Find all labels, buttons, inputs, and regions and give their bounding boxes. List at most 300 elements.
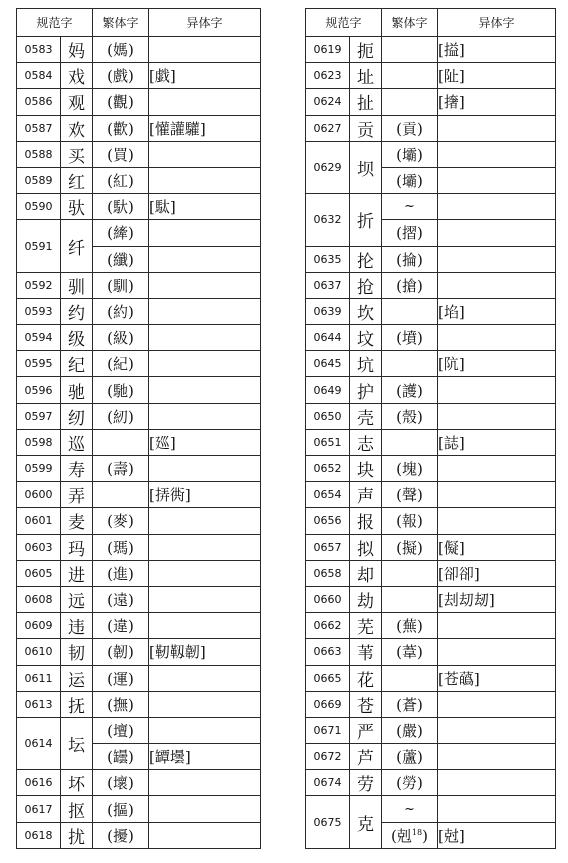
traditional-char — [93, 429, 149, 455]
table-row — [17, 534, 261, 560]
variant-char — [149, 717, 261, 743]
variant-char — [438, 377, 556, 403]
char-code: 0599 — [17, 456, 61, 482]
header-traditional: 繁体字 — [93, 9, 149, 37]
traditional-char: (聲) — [382, 482, 438, 508]
variant-char — [149, 377, 261, 403]
char-code: 0593 — [17, 298, 61, 324]
traditional-char: (貢) — [382, 115, 438, 141]
traditional-char: (撫) — [93, 691, 149, 717]
standard-char: 坑 — [350, 351, 382, 377]
table-row — [306, 456, 556, 482]
table-row — [306, 115, 556, 141]
standard-char: 劳 — [350, 770, 382, 796]
variant-char: [挵衖] — [149, 482, 261, 508]
traditional-char: (馱) — [93, 194, 149, 220]
traditional-char: (級) — [93, 325, 149, 351]
table-row — [306, 325, 556, 351]
char-code: 0629 — [306, 141, 350, 193]
traditional-char — [382, 560, 438, 586]
standard-char: 驯 — [61, 272, 93, 298]
standard-char: 妈 — [61, 37, 93, 63]
traditional-char — [382, 37, 438, 63]
traditional-char: (歡) — [93, 115, 149, 141]
header-standard: 规范字 — [17, 9, 93, 37]
variant-char — [149, 613, 261, 639]
standard-char: 欢 — [61, 115, 93, 141]
variant-char — [438, 141, 556, 167]
char-code: 0657 — [306, 534, 350, 560]
table-row — [306, 194, 556, 220]
header-variant: 异体字 — [438, 9, 556, 37]
traditional-char: (護) — [382, 377, 438, 403]
standard-char: 买 — [61, 141, 93, 167]
table-row — [17, 351, 261, 377]
variant-char — [149, 298, 261, 324]
footnote-mark: 18 — [411, 827, 423, 837]
traditional-char: (葦) — [382, 639, 438, 665]
variant-char — [438, 167, 556, 193]
traditional-char — [382, 351, 438, 377]
table-row — [17, 272, 261, 298]
standard-char: 块 — [350, 456, 382, 482]
char-code: 0637 — [306, 272, 350, 298]
char-code: 0598 — [17, 429, 61, 455]
traditional-char: (搶) — [382, 272, 438, 298]
traditional-char: (摳) — [93, 796, 149, 822]
variant-char: [懽讙驩] — [149, 115, 261, 141]
standard-char: 坝 — [350, 141, 382, 193]
table-row — [306, 63, 556, 89]
traditional-char: (紅) — [93, 167, 149, 193]
table-row — [17, 115, 261, 141]
table-row — [306, 351, 556, 377]
char-code: 0611 — [17, 665, 61, 691]
traditional-char: (塊) — [382, 456, 438, 482]
table-row — [306, 377, 556, 403]
char-code: 0594 — [17, 325, 61, 351]
standard-char: 克 — [350, 796, 382, 848]
variant-char — [149, 665, 261, 691]
variant-char: [戯] — [149, 63, 261, 89]
char-code: 0652 — [306, 456, 350, 482]
variant-char: [阬] — [438, 351, 556, 377]
traditional-char: (觀) — [93, 89, 149, 115]
variant-char — [149, 89, 261, 115]
variant-char: [尅] — [438, 822, 556, 848]
char-code: 0623 — [306, 63, 350, 89]
variant-char — [149, 325, 261, 351]
variant-char: [廵] — [149, 429, 261, 455]
traditional-char: (紉) — [93, 403, 149, 429]
char-code: 0660 — [306, 586, 350, 612]
char-code: 0590 — [17, 194, 61, 220]
traditional-char: (遠) — [93, 586, 149, 612]
standard-char: 坛 — [61, 717, 93, 769]
table-row — [306, 508, 556, 534]
traditional-char: (麥) — [93, 508, 149, 534]
char-code: 0613 — [17, 691, 61, 717]
standard-char: 苇 — [350, 639, 382, 665]
table-row — [17, 37, 261, 63]
right-table — [305, 8, 556, 849]
traditional-char: (壩) — [382, 141, 438, 167]
table-row — [17, 63, 261, 89]
char-code: 0584 — [17, 63, 61, 89]
traditional-char: (擾) — [93, 822, 149, 848]
char-code: 0651 — [306, 429, 350, 455]
variant-char — [149, 534, 261, 560]
char-code: 0597 — [17, 403, 61, 429]
table-row — [17, 560, 261, 586]
standard-char: 却 — [350, 560, 382, 586]
char-code: 0639 — [306, 298, 350, 324]
table-row — [306, 717, 556, 743]
char-code: 0603 — [17, 534, 61, 560]
traditional-char: (掄) — [382, 246, 438, 272]
variant-char: [儗] — [438, 534, 556, 560]
traditional-char: ~ — [382, 194, 438, 220]
char-code: 0591 — [17, 220, 61, 272]
variant-char: [搤] — [438, 37, 556, 63]
char-code: 0672 — [306, 744, 350, 770]
char-code: 0609 — [17, 613, 61, 639]
table-row — [17, 377, 261, 403]
header-variant: 异体字 — [149, 9, 261, 37]
table-row — [17, 613, 261, 639]
variant-char — [438, 482, 556, 508]
traditional-char: (纖) — [93, 246, 149, 272]
variant-char — [149, 272, 261, 298]
standard-char: 远 — [61, 586, 93, 612]
standard-char: 抠 — [61, 796, 93, 822]
char-code: 0649 — [306, 377, 350, 403]
table-row — [17, 325, 261, 351]
standard-char: 贡 — [350, 115, 382, 141]
table-row — [306, 613, 556, 639]
variant-char: [駄] — [149, 194, 261, 220]
variant-char — [149, 508, 261, 534]
table-row — [306, 89, 556, 115]
traditional-char: (罎) — [93, 744, 149, 770]
table-row — [306, 639, 556, 665]
variant-char — [438, 639, 556, 665]
table-row — [306, 482, 556, 508]
char-code: 0589 — [17, 167, 61, 193]
variant-char — [438, 613, 556, 639]
variant-char — [149, 456, 261, 482]
standard-char: 报 — [350, 508, 382, 534]
char-code: 0635 — [306, 246, 350, 272]
standard-char: 护 — [350, 377, 382, 403]
standard-char: 坟 — [350, 325, 382, 351]
variant-char: [刦刧刼] — [438, 586, 556, 612]
table-row — [306, 403, 556, 429]
traditional-char: (蕪) — [382, 613, 438, 639]
standard-char: 坎 — [350, 298, 382, 324]
standard-char: 麦 — [61, 508, 93, 534]
table-row — [306, 586, 556, 612]
standard-char: 纤 — [61, 220, 93, 272]
table-row — [17, 796, 261, 822]
standard-char: 志 — [350, 429, 382, 455]
standard-char: 驰 — [61, 377, 93, 403]
table-row — [17, 298, 261, 324]
variant-char — [438, 508, 556, 534]
char-code: 0608 — [17, 586, 61, 612]
standard-char: 纪 — [61, 351, 93, 377]
standard-char: 芦 — [350, 744, 382, 770]
standard-char: 弄 — [61, 482, 93, 508]
traditional-char: (墳) — [382, 325, 438, 351]
traditional-char: (馴) — [93, 272, 149, 298]
standard-char: 驮 — [61, 194, 93, 220]
table-row — [17, 220, 261, 246]
variant-char — [438, 717, 556, 743]
traditional-close: ) — [422, 826, 428, 845]
variant-char: [苍蘤] — [438, 665, 556, 691]
char-code: 0600 — [17, 482, 61, 508]
standard-char: 红 — [61, 167, 93, 193]
char-code: 0675 — [306, 796, 350, 848]
table-row — [17, 822, 261, 848]
traditional-char: (嚴) — [382, 717, 438, 743]
char-code: 0645 — [306, 351, 350, 377]
variant-char: [撦] — [438, 89, 556, 115]
char-code: 0624 — [306, 89, 350, 115]
traditional-char: ~ — [382, 796, 438, 822]
traditional-char: (蒼) — [382, 691, 438, 717]
table-row — [17, 141, 261, 167]
variant-char — [438, 456, 556, 482]
table-row — [17, 770, 261, 796]
standard-char: 抡 — [350, 246, 382, 272]
table-row — [306, 141, 556, 167]
variant-char — [149, 167, 261, 193]
table-row — [306, 534, 556, 560]
standard-char: 寿 — [61, 456, 93, 482]
traditional-char: (運) — [93, 665, 149, 691]
standard-char: 纫 — [61, 403, 93, 429]
traditional-char: (韌) — [93, 639, 149, 665]
traditional-char: (壇) — [93, 717, 149, 743]
table-row — [17, 194, 261, 220]
header-traditional: 繁体字 — [382, 9, 438, 37]
traditional-char — [93, 482, 149, 508]
variant-char — [149, 220, 261, 246]
table-row — [17, 639, 261, 665]
table-row — [17, 508, 261, 534]
char-code: 0616 — [17, 770, 61, 796]
char-code: 0617 — [17, 796, 61, 822]
traditional-char: (紀) — [93, 351, 149, 377]
traditional-char: (勞) — [382, 770, 438, 796]
variant-char: [罈壜] — [149, 744, 261, 770]
standard-char: 韧 — [61, 639, 93, 665]
variant-char — [438, 325, 556, 351]
header-row — [306, 9, 556, 37]
standard-char: 违 — [61, 613, 93, 639]
standard-char: 运 — [61, 665, 93, 691]
table-row — [17, 665, 261, 691]
variant-char — [438, 796, 556, 822]
table-row — [17, 89, 261, 115]
standard-char: 芜 — [350, 613, 382, 639]
variant-char: [埳] — [438, 298, 556, 324]
traditional-char — [382, 822, 438, 848]
table-row — [17, 403, 261, 429]
char-code: 0669 — [306, 691, 350, 717]
traditional-char — [382, 63, 438, 89]
char-code: 0654 — [306, 482, 350, 508]
variant-char — [149, 560, 261, 586]
standard-char: 抢 — [350, 272, 382, 298]
traditional-text: (剋 — [391, 826, 412, 845]
variant-char — [438, 744, 556, 770]
variant-char: [阯] — [438, 63, 556, 89]
traditional-char: (瑪) — [93, 534, 149, 560]
variant-char — [438, 770, 556, 796]
char-code: 0650 — [306, 403, 350, 429]
variant-char — [149, 403, 261, 429]
standard-char: 拟 — [350, 534, 382, 560]
traditional-char: (報) — [382, 508, 438, 534]
char-code: 0610 — [17, 639, 61, 665]
table-row — [306, 744, 556, 770]
traditional-char: (壩) — [382, 167, 438, 193]
standard-char: 劫 — [350, 586, 382, 612]
variant-char — [438, 272, 556, 298]
standard-char: 戏 — [61, 63, 93, 89]
table-row — [306, 770, 556, 796]
standard-char: 严 — [350, 717, 382, 743]
traditional-char: (違) — [93, 613, 149, 639]
char-code: 0592 — [17, 272, 61, 298]
standard-char: 苍 — [350, 691, 382, 717]
standard-char: 扯 — [350, 89, 382, 115]
header-row — [17, 9, 261, 37]
char-code: 0587 — [17, 115, 61, 141]
table-row — [17, 429, 261, 455]
char-code: 0665 — [306, 665, 350, 691]
table-row — [306, 298, 556, 324]
traditional-char: (約) — [93, 298, 149, 324]
variant-char — [149, 141, 261, 167]
variant-char: [靭靱韌] — [149, 639, 261, 665]
variant-char — [438, 403, 556, 429]
variant-char — [149, 37, 261, 63]
table-row — [306, 272, 556, 298]
char-code: 0595 — [17, 351, 61, 377]
right-table-body — [306, 37, 556, 849]
traditional-char: (進) — [93, 560, 149, 586]
traditional-char — [382, 429, 438, 455]
traditional-char: (縴) — [93, 220, 149, 246]
variant-char — [149, 822, 261, 848]
table-row — [306, 560, 556, 586]
char-code: 0601 — [17, 508, 61, 534]
char-code: 0674 — [306, 770, 350, 796]
standard-char: 扰 — [61, 822, 93, 848]
variant-char — [438, 115, 556, 141]
traditional-char: (蘆) — [382, 744, 438, 770]
variant-char — [438, 691, 556, 717]
traditional-char: (壞) — [93, 770, 149, 796]
standard-char: 进 — [61, 560, 93, 586]
char-code: 0644 — [306, 325, 350, 351]
variant-char — [438, 220, 556, 246]
standard-char: 抚 — [61, 691, 93, 717]
variant-char — [149, 351, 261, 377]
variant-char: [誌] — [438, 429, 556, 455]
standard-char: 级 — [61, 325, 93, 351]
traditional-char: (摺) — [382, 220, 438, 246]
traditional-char — [382, 586, 438, 612]
table-row — [17, 482, 261, 508]
traditional-char: (戲) — [93, 63, 149, 89]
table-row — [17, 586, 261, 612]
standard-char: 玛 — [61, 534, 93, 560]
standard-char: 花 — [350, 665, 382, 691]
char-code: 0619 — [306, 37, 350, 63]
char-code: 0614 — [17, 717, 61, 769]
table-row — [306, 796, 556, 822]
traditional-char: (擬) — [382, 534, 438, 560]
char-code: 0632 — [306, 194, 350, 246]
standard-char: 巡 — [61, 429, 93, 455]
char-code: 0658 — [306, 560, 350, 586]
left-table-body — [17, 37, 261, 849]
header-standard: 规范字 — [306, 9, 382, 37]
char-code: 0656 — [306, 508, 350, 534]
table-row — [17, 691, 261, 717]
table-row — [17, 167, 261, 193]
traditional-char: (媽) — [93, 37, 149, 63]
char-code: 0618 — [17, 822, 61, 848]
table-row — [306, 246, 556, 272]
standard-char: 壳 — [350, 403, 382, 429]
traditional-char: (馳) — [93, 377, 149, 403]
traditional-char — [382, 665, 438, 691]
traditional-char — [382, 89, 438, 115]
variant-char — [149, 586, 261, 612]
traditional-char: (壽) — [93, 456, 149, 482]
table-row — [306, 665, 556, 691]
variant-char — [149, 691, 261, 717]
char-code: 0605 — [17, 560, 61, 586]
table-row — [306, 429, 556, 455]
standard-char: 折 — [350, 194, 382, 246]
char-code: 0627 — [306, 115, 350, 141]
left-table — [16, 8, 261, 849]
variant-char: [卻卻] — [438, 560, 556, 586]
variant-char — [149, 796, 261, 822]
table-row — [17, 717, 261, 743]
variant-char — [438, 246, 556, 272]
char-code: 0671 — [306, 717, 350, 743]
table-row — [306, 691, 556, 717]
char-code: 0596 — [17, 377, 61, 403]
standard-char: 声 — [350, 482, 382, 508]
standard-char: 约 — [61, 298, 93, 324]
table-row — [17, 456, 261, 482]
variant-char — [149, 246, 261, 272]
table-row — [306, 37, 556, 63]
char-code: 0663 — [306, 639, 350, 665]
traditional-char: (殼) — [382, 403, 438, 429]
standard-char: 扼 — [350, 37, 382, 63]
standard-char: 坏 — [61, 770, 93, 796]
